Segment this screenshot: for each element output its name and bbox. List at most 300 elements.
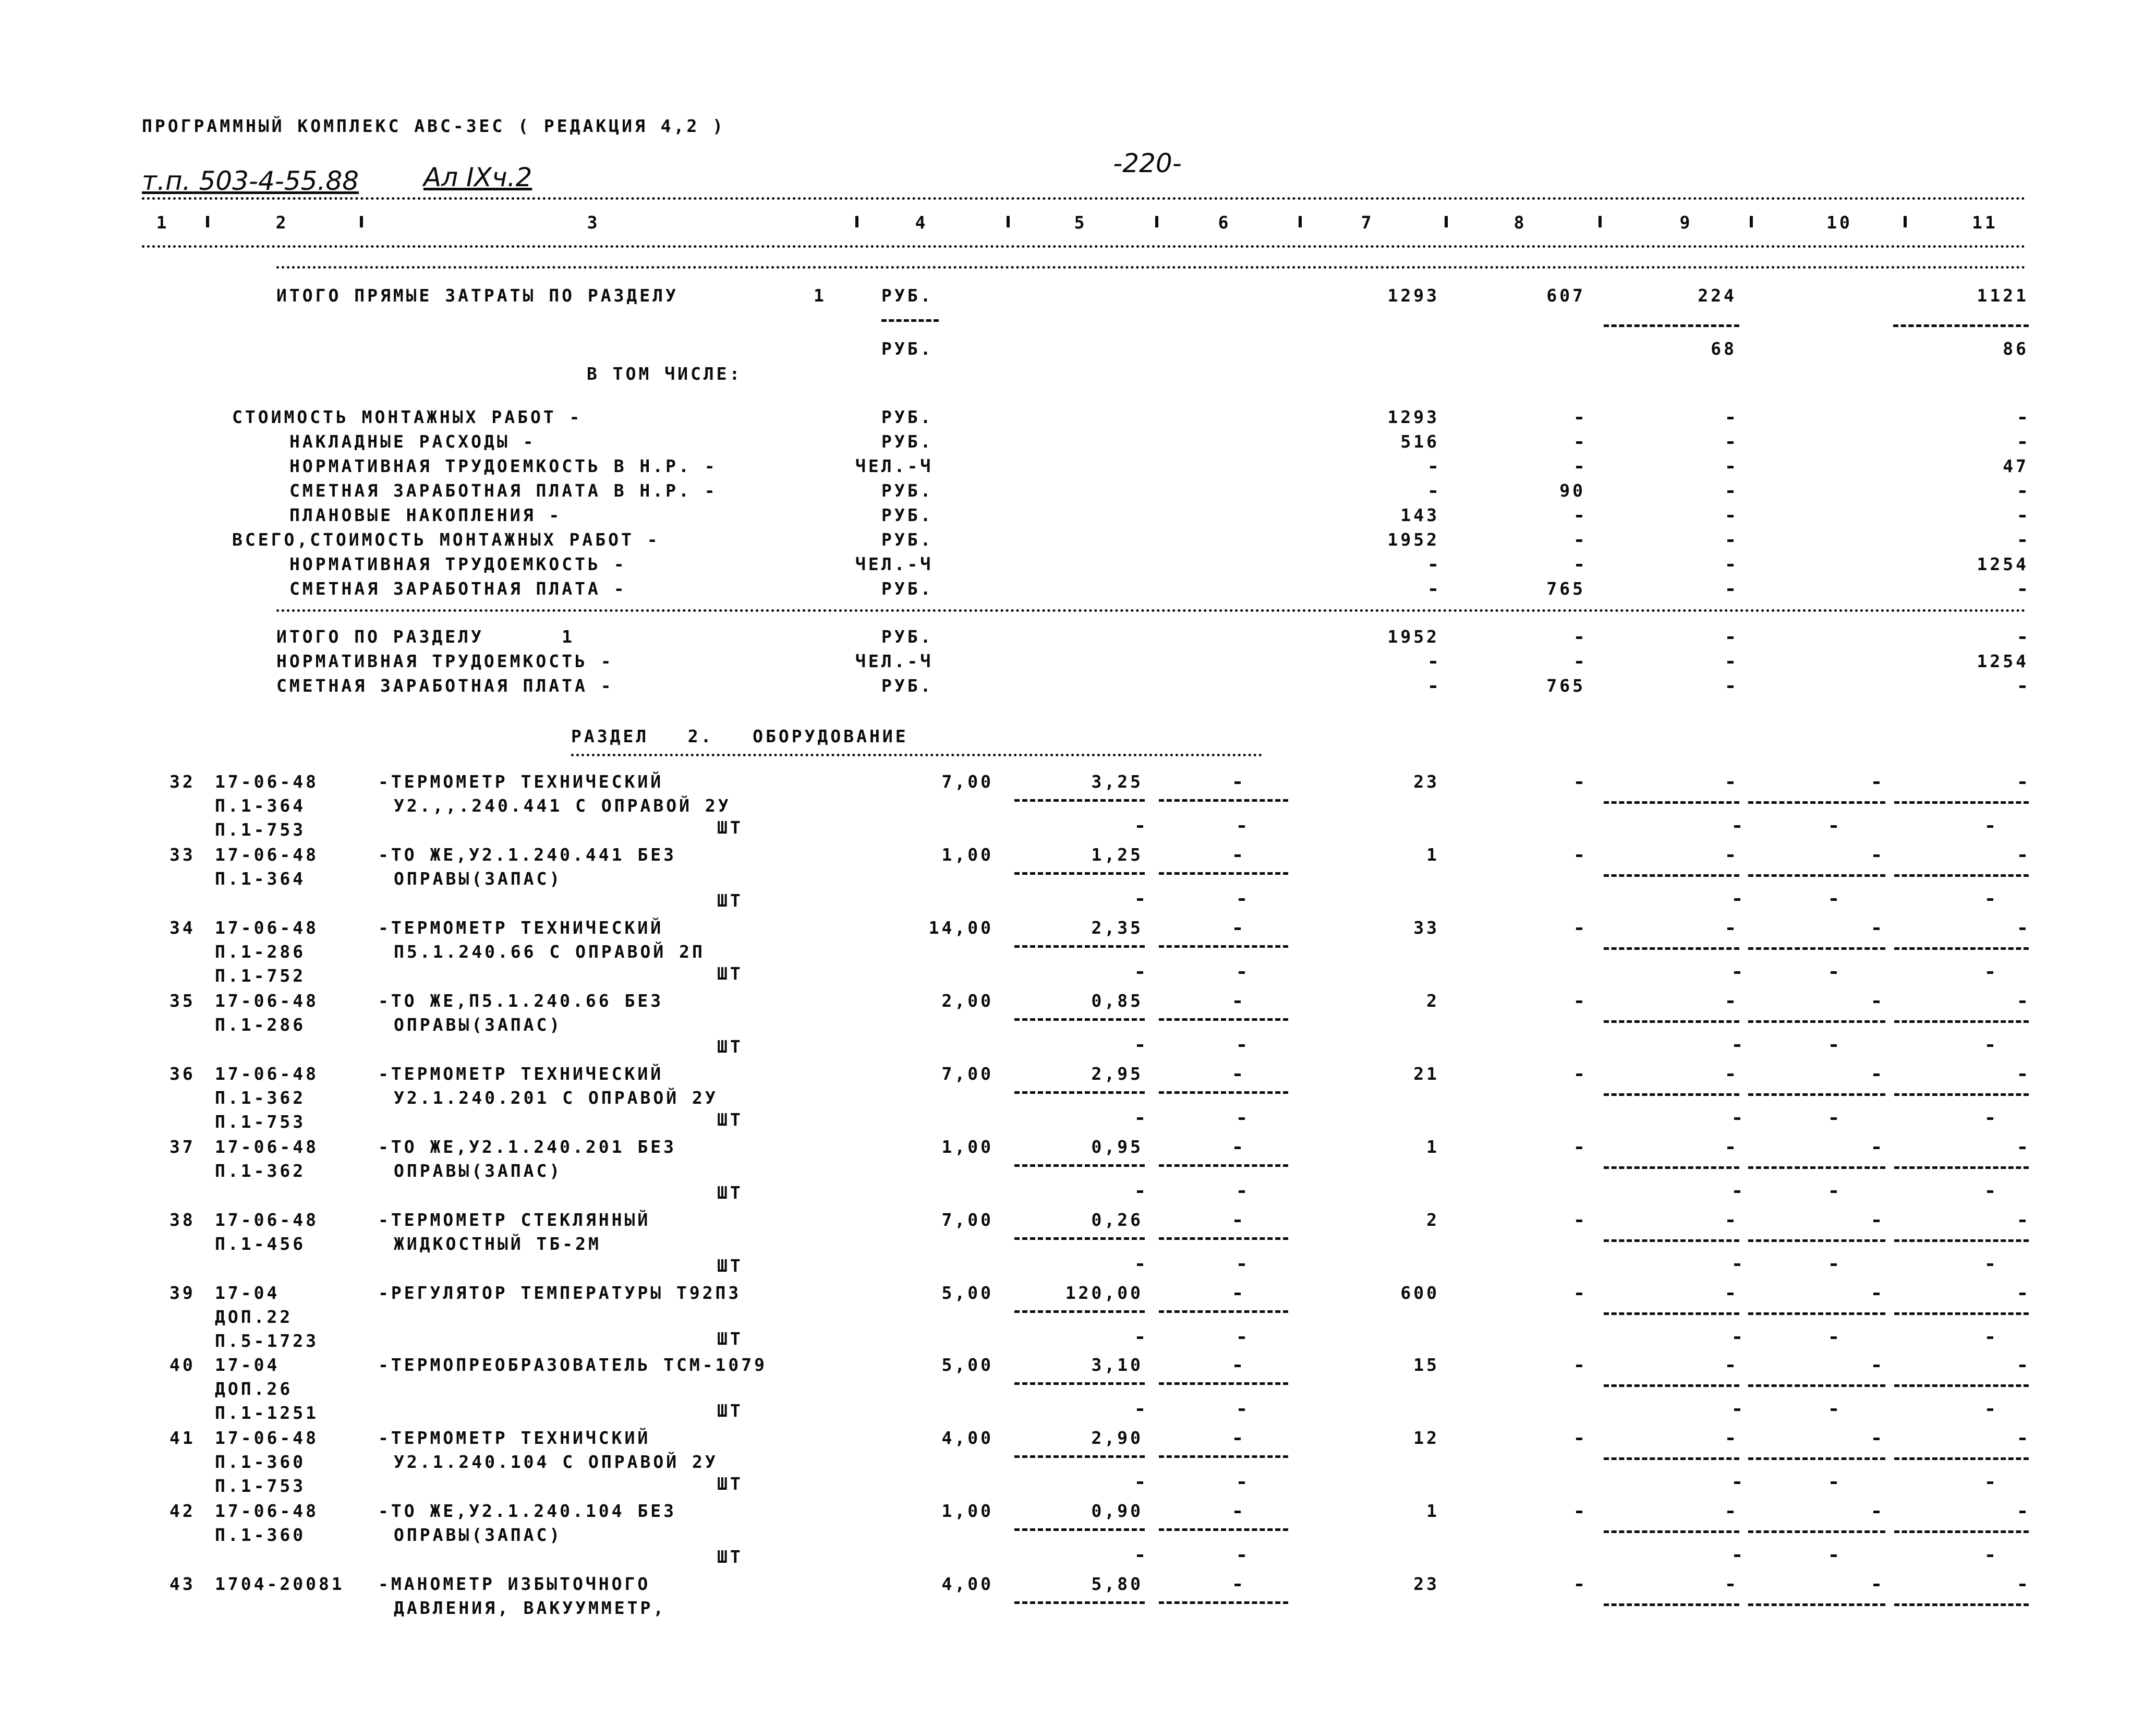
breakdown-label: СМЕТНАЯ ЗАРАБОТНАЯ ПЛАТА - [289, 578, 627, 599]
item-col6-rule [1159, 1455, 1288, 1458]
item-col7: 2 [1426, 1210, 1439, 1230]
item-col10-rule [1748, 1239, 1885, 1242]
direct-costs-label: ИТОГО ПРЯМЫЕ ЗАТРАТЫ ПО РАЗДЕЛУ [276, 285, 679, 306]
item-col6-blank [1239, 825, 1245, 828]
in-that-number-heading: В ТОМ ЧИСЛЕ: [587, 364, 743, 384]
item-col7: 23 [1413, 771, 1439, 792]
item-col11-rule [1894, 801, 2029, 804]
item-col6-dash [1234, 1438, 1241, 1440]
item-unit: ШТ [717, 890, 743, 911]
item-col8-dash [1576, 1511, 1582, 1513]
section-total-unit: РУБ. [881, 626, 934, 647]
item-code: 17-06-48 [215, 845, 319, 865]
item-quantity: 5,00 [941, 1355, 994, 1375]
item-col9-rule [1604, 947, 1739, 950]
item-col9-rule [1604, 1603, 1739, 1606]
column-separator [1750, 216, 1753, 227]
item-col8-dash [1576, 1438, 1582, 1440]
item-unit: ШТ [717, 1329, 743, 1349]
item-col7: 1 [1426, 1137, 1439, 1157]
item-col10-blank [1831, 1481, 1837, 1484]
breakdown-col7: 143 [1400, 505, 1439, 525]
item-col5-blank [1137, 825, 1143, 828]
item-col9-rule [1604, 1093, 1739, 1096]
column-number-2: 2 [275, 212, 289, 233]
item-col10-dash [1873, 1584, 1880, 1586]
item-col6-rule [1159, 1091, 1288, 1094]
column-separator [1598, 216, 1602, 227]
item-col9-blank [1734, 1408, 1740, 1411]
item-col6-blank [1239, 1481, 1245, 1484]
item-col11-dash [2019, 1365, 2026, 1367]
item-col6-dash [1234, 1147, 1241, 1149]
item-col9-dash [1727, 1438, 1734, 1440]
direct-costs-unit-2: РУБ. [881, 339, 934, 359]
item-col6-dash [1234, 854, 1241, 857]
breakdown-label: НОРМАТИВНАЯ ТРУДОЕМКОСТЬ В Н.Р. - [289, 456, 718, 476]
item-col9-dash [1727, 781, 1734, 784]
item-number: 35 [169, 991, 196, 1011]
item-unit: ШТ [717, 1401, 743, 1421]
item-code: 1704-20081 [215, 1574, 345, 1594]
item-col9-rule [1604, 1530, 1739, 1533]
breakdown-col7: 1952 [1387, 529, 1439, 550]
item-code: П.1-362 [215, 1088, 306, 1108]
item-code: П.1-360 [215, 1452, 306, 1472]
item-col9-dash [1727, 1000, 1734, 1003]
item-col11-rule [1894, 1530, 2029, 1533]
item-col9-rule [1604, 1312, 1739, 1315]
item-col6-dash [1234, 1073, 1241, 1076]
item-code: П.1-752 [215, 966, 306, 986]
item-description: -ТЕРМОПРЕОБРАЗОВАТЕЛЬ ТСМ-1079 [378, 1355, 768, 1375]
item-col11-blank [1987, 1481, 1993, 1484]
item-description: -МАНОМЕТР ИЗБЫТОЧНОГО [378, 1574, 651, 1594]
item-description: -ТО ЖЕ,П5.1.240.66 БЕЗ [378, 991, 664, 1011]
item-unit-price: 3,25 [1091, 771, 1143, 792]
item-col6-blank [1239, 898, 1245, 901]
item-col6-blank [1239, 971, 1245, 974]
item-col5-rule [1014, 1237, 1145, 1240]
item-col10-dash [1873, 781, 1880, 784]
program-title: ПРОГРАММНЫЙ КОМПЛЕКС АВС-ЗЕС ( РЕДАКЦИЯ 4,2 ) [142, 116, 726, 136]
item-col6-blank [1239, 1044, 1245, 1047]
breakdown-rule [276, 609, 2026, 612]
item-col6-blank [1239, 1336, 1245, 1339]
item-col9-blank [1734, 1263, 1740, 1266]
item-col11-blank [1987, 1554, 1993, 1557]
col9-subtotal-rule [1604, 324, 1739, 327]
item-code: П.1-456 [215, 1234, 306, 1254]
item-col9-rule [1604, 1020, 1739, 1023]
section-total-col11-dash [2019, 685, 2026, 688]
item-col10-rule [1748, 1603, 1885, 1606]
item-quantity: 1,00 [941, 1137, 994, 1157]
direct-costs-col8: 607 [1546, 285, 1585, 306]
item-quantity: 5,00 [941, 1283, 994, 1303]
breakdown-col8-dash [1576, 539, 1582, 542]
item-unit-price: 0,26 [1091, 1210, 1143, 1230]
item-unit-price: 0,85 [1091, 991, 1143, 1011]
item-col9-blank [1734, 1554, 1740, 1557]
item-col9-blank [1734, 1481, 1740, 1484]
breakdown-label: СТОИМОСТЬ МОНТАЖНЫХ РАБОТ - [232, 407, 583, 427]
breakdown-col8-dash [1576, 515, 1582, 517]
item-number: 38 [169, 1210, 196, 1230]
item-col10-blank [1831, 1263, 1837, 1266]
item-col5-blank [1137, 1408, 1143, 1411]
header-rule-bottom [142, 245, 2026, 248]
item-col9-rule [1604, 874, 1739, 877]
item-code: ДОП.22 [215, 1307, 293, 1327]
section-total-unit: РУБ. [881, 675, 934, 696]
item-col10-blank [1831, 1554, 1837, 1557]
item-quantity: 1,00 [941, 845, 994, 865]
item-col9-dash [1727, 854, 1734, 857]
item-description: ОПРАВЫ(ЗАПАС) [394, 1161, 563, 1181]
item-code: П.1-286 [215, 942, 306, 962]
item-col10-blank [1831, 1408, 1837, 1411]
breakdown-col7-dash [1430, 466, 1436, 468]
item-unit: ШТ [717, 1474, 743, 1494]
item-unit: ШТ [717, 1547, 743, 1567]
item-col11-rule [1894, 1457, 2029, 1460]
item-code: П.1-753 [215, 1476, 306, 1496]
item-col9-dash [1727, 1220, 1734, 1222]
breakdown-col8: 765 [1546, 578, 1585, 599]
item-col10-dash [1873, 1073, 1880, 1076]
item-col5-rule [1014, 1601, 1145, 1604]
col11-subtotal-rule [1893, 324, 2029, 327]
item-quantity: 4,00 [941, 1428, 994, 1448]
item-quantity: 14,00 [928, 918, 994, 938]
section-total-col7-dash [1430, 661, 1436, 664]
item-col10-blank [1831, 971, 1837, 974]
breakdown-col11-dash [2019, 539, 2026, 542]
item-code: П.1-364 [215, 868, 306, 889]
item-number: 33 [169, 845, 196, 865]
breakdown-unit: ЧЕЛ.-Ч [855, 554, 934, 574]
item-col7: 600 [1400, 1283, 1439, 1303]
item-col11-dash [2019, 927, 2026, 930]
column-number-8: 8 [1513, 212, 1527, 233]
direct-costs-col11: 1121 [1977, 285, 2029, 306]
item-col8-dash [1576, 1073, 1582, 1076]
breakdown-col11-dash [2019, 441, 2026, 444]
item-col11-rule [1894, 874, 2029, 877]
breakdown-label: СМЕТНАЯ ЗАРАБОТНАЯ ПЛАТА В Н.Р. - [289, 480, 718, 501]
item-col9-blank [1734, 1190, 1740, 1193]
item-col9-dash [1727, 1147, 1734, 1149]
item-col6-rule [1159, 1237, 1288, 1240]
item-col5-blank [1137, 898, 1143, 901]
item-col11-dash [2019, 854, 2026, 857]
breakdown-col9-dash [1727, 564, 1734, 566]
item-col11-blank [1987, 1336, 1993, 1339]
section-total-col9-dash [1727, 685, 1734, 688]
breakdown-col11: 1254 [1977, 554, 2029, 574]
item-col6-dash [1234, 781, 1241, 784]
item-col8-dash [1576, 781, 1582, 784]
item-unit-price: 0,90 [1091, 1501, 1143, 1521]
item-col6-rule [1159, 1382, 1288, 1385]
item-col11-rule [1894, 947, 2029, 950]
item-col6-dash [1234, 1511, 1241, 1513]
item-code: 17-04 [215, 1355, 280, 1375]
item-col5-rule [1014, 1091, 1145, 1094]
item-col9-dash [1727, 1073, 1734, 1076]
item-description: У2.,,.240.441 С ОПРАВОЙ 2У [394, 795, 731, 816]
item-unit-price: 2,35 [1091, 918, 1143, 938]
item-col6-blank [1239, 1554, 1245, 1557]
item-col10-dash [1873, 854, 1880, 857]
column-number-3: 3 [587, 212, 600, 233]
item-code: 17-06-48 [215, 1210, 319, 1230]
item-col7: 15 [1413, 1355, 1439, 1375]
breakdown-col11: 47 [2003, 456, 2029, 476]
item-col6-rule [1159, 872, 1288, 875]
breakdown-col7-dash [1430, 588, 1436, 591]
item-unit: ШТ [717, 963, 743, 984]
item-description: У2.1.240.201 С ОПРАВОЙ 2У [394, 1088, 718, 1108]
item-code: П.5-1723 [215, 1331, 319, 1351]
item-unit-price: 120,00 [1065, 1283, 1143, 1303]
item-number: 41 [169, 1428, 196, 1448]
item-unit: ШТ [717, 1109, 743, 1130]
item-col11-rule [1894, 1093, 2029, 1096]
item-col11-blank [1987, 1190, 1993, 1193]
item-col5-rule [1014, 1382, 1145, 1385]
breakdown-col9-dash [1727, 417, 1734, 419]
item-number: 37 [169, 1137, 196, 1157]
item-code: 17-06-48 [215, 771, 319, 792]
item-col10-rule [1748, 874, 1885, 877]
item-col6-dash [1234, 1584, 1241, 1586]
item-col10-dash [1873, 1000, 1880, 1003]
item-col10-rule [1748, 1093, 1885, 1096]
item-unit: ШТ [717, 1183, 743, 1203]
breakdown-unit: РУБ. [881, 431, 934, 452]
item-col9-rule [1604, 801, 1739, 804]
item-code: 17-06-48 [215, 1428, 319, 1448]
item-col7: 12 [1413, 1428, 1439, 1448]
direct-costs-col9: 224 [1698, 285, 1737, 306]
item-col10-rule [1748, 1384, 1885, 1387]
item-col11-blank [1987, 825, 1993, 828]
item-col10-blank [1831, 1117, 1837, 1120]
item-col5-blank [1137, 1481, 1143, 1484]
item-col11-blank [1987, 1408, 1993, 1411]
breakdown-col9-dash [1727, 441, 1734, 444]
item-description: ОПРАВЫ(ЗАПАС) [394, 1015, 563, 1035]
item-col5-blank [1137, 1190, 1143, 1193]
item-col6-rule [1159, 799, 1288, 802]
item-col5-blank [1137, 971, 1143, 974]
breakdown-col9-dash [1727, 515, 1734, 517]
unit-underline [881, 319, 939, 322]
item-col10-blank [1831, 1190, 1837, 1193]
column-separator [206, 216, 209, 227]
breakdown-col8-dash [1576, 466, 1582, 468]
item-col9-dash [1727, 927, 1734, 930]
item-number: 36 [169, 1064, 196, 1084]
item-code: 17-06-48 [215, 1137, 319, 1157]
direct-costs-section-number: 1 [814, 285, 827, 306]
item-description: У2.1.240.104 С ОПРАВОЙ 2У [394, 1452, 718, 1472]
section-total-col9-dash [1727, 661, 1734, 664]
section-total-col11-dash [2019, 636, 2026, 639]
column-number-4: 4 [915, 212, 928, 233]
direct-costs-col9-wages: 68 [1711, 339, 1737, 359]
item-description: -ТО ЖЕ,У2.1.240.441 БЕЗ [378, 845, 676, 865]
column-separator [1445, 216, 1448, 227]
item-col9-blank [1734, 971, 1740, 974]
item-quantity: 7,00 [941, 771, 994, 792]
item-col10-blank [1831, 825, 1837, 828]
section-total-col11: 1254 [1977, 651, 2029, 671]
item-col8-dash [1576, 1220, 1582, 1222]
direct-costs-col7: 1293 [1387, 285, 1439, 306]
item-col10-rule [1748, 1312, 1885, 1315]
item-code: П.1-364 [215, 795, 306, 816]
item-col10-blank [1831, 1044, 1837, 1047]
item-col5-rule [1014, 1455, 1145, 1458]
item-col5-blank [1137, 1554, 1143, 1557]
item-col11-blank [1987, 1117, 1993, 1120]
item-description: П5.1.240.66 С ОПРАВОЙ 2П [394, 942, 705, 962]
column-number-10: 10 [1826, 212, 1852, 233]
item-quantity: 7,00 [941, 1210, 994, 1230]
item-col8-dash [1576, 1584, 1582, 1586]
item-number: 32 [169, 771, 196, 792]
item-code: 17-06-48 [215, 1501, 319, 1521]
item-col5-blank [1137, 1044, 1143, 1047]
item-col11-blank [1987, 898, 1993, 901]
item-col5-rule [1014, 1528, 1145, 1531]
item-col9-blank [1734, 1044, 1740, 1047]
breakdown-col8-dash [1576, 417, 1582, 419]
item-description: -ТЕРМОМЕТР ТЕХНИЧСКИЙ [378, 1428, 651, 1448]
item-col5-rule [1014, 945, 1145, 948]
item-description: -ТО ЖЕ,У2.1.240.201 БЕЗ [378, 1137, 676, 1157]
item-number: 40 [169, 1355, 196, 1375]
item-col9-rule [1604, 1384, 1739, 1387]
item-col11-rule [1894, 1239, 2029, 1242]
column-separator [1007, 216, 1010, 227]
item-quantity: 4,00 [941, 1574, 994, 1594]
item-col11-dash [2019, 1438, 2026, 1440]
item-col8-dash [1576, 1365, 1582, 1367]
item-description: -ТЕРМОМЕТР ТЕХНИЧЕСКИЙ [378, 918, 664, 938]
item-col11-rule [1894, 1312, 2029, 1315]
item-number: 43 [169, 1574, 196, 1594]
item-col8-dash [1576, 854, 1582, 857]
item-col10-rule [1748, 947, 1885, 950]
column-number-1: 1 [156, 212, 169, 233]
breakdown-col7-dash [1430, 490, 1436, 493]
item-col11-dash [2019, 1293, 2026, 1295]
item-col10-dash [1873, 927, 1880, 930]
item-col6-blank [1239, 1117, 1245, 1120]
item-code: П.1-362 [215, 1161, 306, 1181]
item-description: -РЕГУЛЯТОР ТЕМПЕРАТУРЫ Т92П3 [378, 1283, 742, 1303]
breakdown-col11-dash [2019, 417, 2026, 419]
breakdown-unit: РУБ. [881, 578, 934, 599]
item-number: 42 [169, 1501, 196, 1521]
item-col7: 1 [1426, 845, 1439, 865]
breakdown-col11-dash [2019, 515, 2026, 517]
column-number-11: 11 [1972, 212, 1998, 233]
section-total-col7: 1952 [1387, 626, 1439, 647]
breakdown-col8-dash [1576, 441, 1582, 444]
column-number-7: 7 [1361, 212, 1374, 233]
breakdown-col11-dash [2019, 490, 2026, 493]
item-col11-dash [2019, 1220, 2026, 1222]
item-col11-rule [1894, 1384, 2029, 1387]
column-number-5: 5 [1074, 212, 1087, 233]
item-col6-blank [1239, 1408, 1245, 1411]
column-number-9: 9 [1679, 212, 1693, 233]
section-total-unit: ЧЕЛ.-Ч [855, 651, 934, 671]
item-col9-blank [1734, 825, 1740, 828]
item-unit-price: 2,90 [1091, 1428, 1143, 1448]
header-rule-top [142, 197, 2026, 200]
item-code: 17-06-48 [215, 991, 319, 1011]
breakdown-col8: 90 [1559, 480, 1585, 501]
item-code: П.1-360 [215, 1525, 306, 1545]
column-separator [360, 216, 363, 227]
item-code: П.1-753 [215, 1112, 306, 1132]
item-col10-rule [1748, 1457, 1885, 1460]
item-col11-dash [2019, 1000, 2026, 1003]
item-col7: 33 [1413, 918, 1439, 938]
item-number: 39 [169, 1283, 196, 1303]
item-col8-dash [1576, 1000, 1582, 1003]
item-code: 17-04 [215, 1283, 280, 1303]
item-col6-dash [1234, 1220, 1241, 1222]
item-col10-dash [1873, 1147, 1880, 1149]
item-col9-dash [1727, 1511, 1734, 1513]
item-col9-dash [1727, 1584, 1734, 1586]
item-code: 17-06-48 [215, 918, 319, 938]
item-col6-rule [1159, 1601, 1288, 1604]
item-col5-rule [1014, 799, 1145, 802]
breakdown-col7: 1293 [1387, 407, 1439, 427]
item-col10-rule [1748, 1166, 1885, 1169]
item-col6-rule [1159, 1164, 1288, 1167]
item-description: -ТЕРМОМЕТР СТЕКЛЯННЫЙ [378, 1210, 651, 1230]
item-col5-rule [1014, 872, 1145, 875]
item-col8-dash [1576, 927, 1582, 930]
breakdown-label: ПЛАНОВЫЕ НАКОПЛЕНИЯ - [289, 505, 562, 525]
item-col9-blank [1734, 1117, 1740, 1120]
item-col10-rule [1748, 1020, 1885, 1023]
section-total-col7-dash [1430, 685, 1436, 688]
item-quantity: 1,00 [941, 1501, 994, 1521]
album-mark: Ал IXч.2 [423, 162, 532, 192]
item-description: ЖИДКОСТНЫЙ ТБ-2М [394, 1234, 601, 1254]
item-col11-dash [2019, 781, 2026, 784]
breakdown-col7: 516 [1400, 431, 1439, 452]
item-col11-rule [1894, 1020, 2029, 1023]
item-col11-dash [2019, 1147, 2026, 1149]
item-col9-dash [1727, 1365, 1734, 1367]
item-col10-blank [1831, 1336, 1837, 1339]
item-number: 34 [169, 918, 196, 938]
breakdown-label: НОРМАТИВНАЯ ТРУДОЕМКОСТЬ - [289, 554, 627, 574]
item-col5-rule [1014, 1310, 1145, 1313]
item-code: ДОП.26 [215, 1379, 293, 1399]
